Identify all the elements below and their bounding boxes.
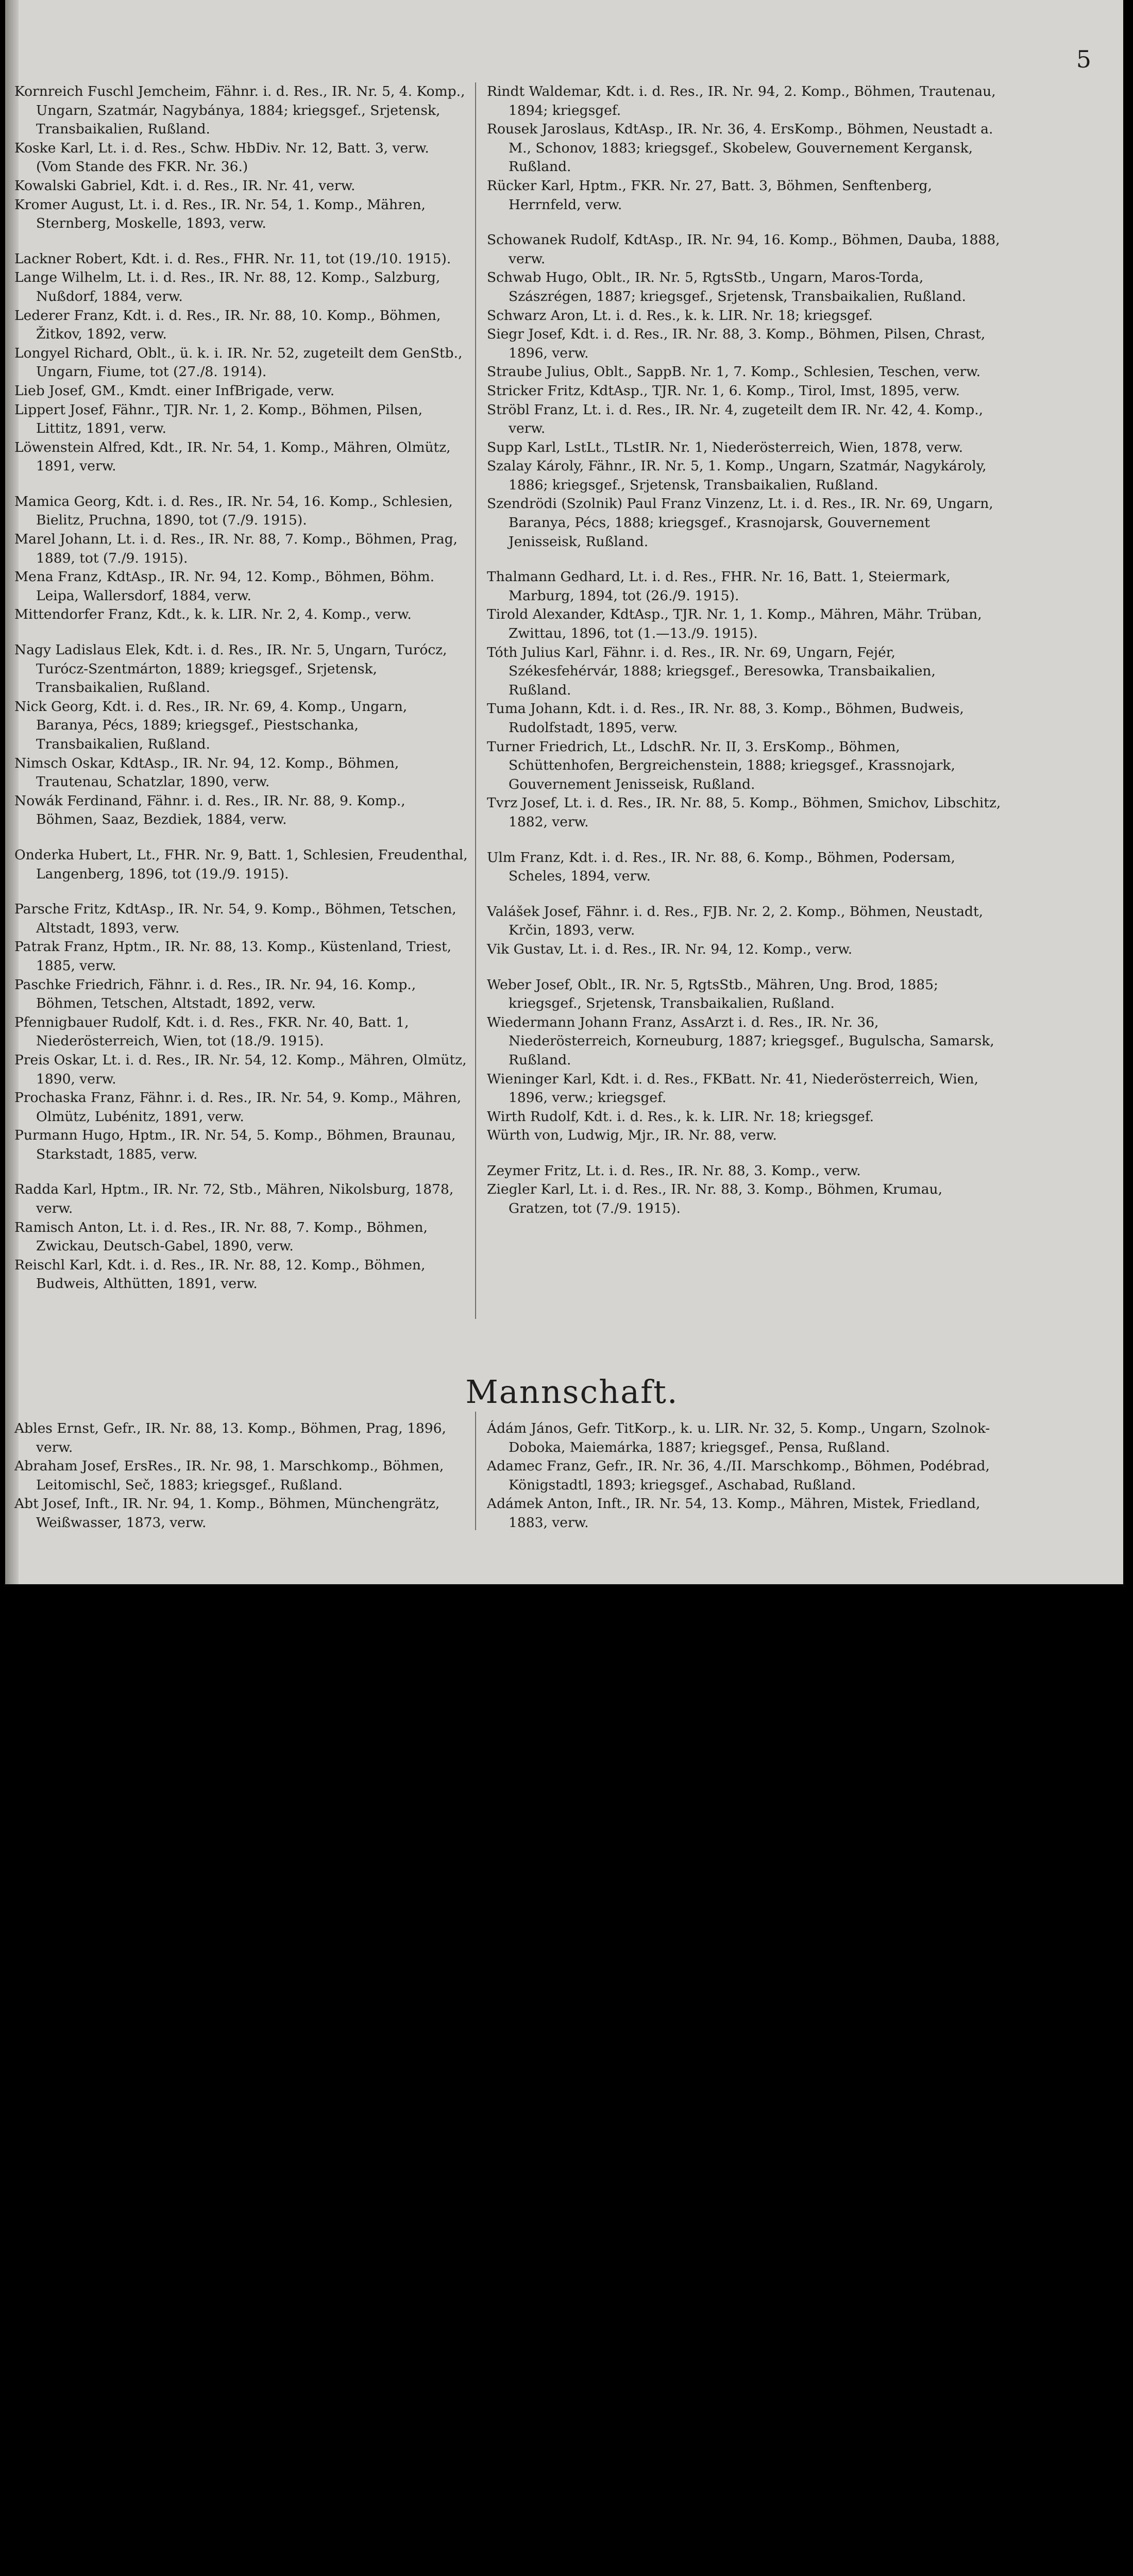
list-entry: Lackner Robert, Kdt. i. d. Res., FHR. Nr. 11, tot (19./10. 1915).: [14, 250, 451, 267]
right-column: [487, 82, 1002, 1218]
list-entry: Wiedermann Johann Franz, AssArzt i. d. Res., IR. Nr. 36, Niederösterreich, Korneuburg, 1887; kriegsgef., Bugulscha, Samarsk, Rußland.: [487, 1014, 994, 1068]
list-entry: Lange Wilhelm, Lt. i. d. Res., IR. Nr. 88, 12. Komp., Salzburg, Nußdorf, 1884, verw.: [14, 269, 441, 304]
scanned-page: [5, 0, 1123, 1584]
entry-gap: [487, 1145, 1002, 1162]
list-entry: Marel Johann, Lt. i. d. Res., IR. Nr. 88, 7. Komp., Böhmen, Prag, 1889, tot (7./9. 1915).: [14, 531, 458, 566]
list-entry: Rousek Jaroslaus, KdtAsp., IR. Nr. 36, 4. ErsKomp., Böhmen, Neustadt a. M., Schonov, 1883; kriegsgef., Skobelew, Gouvernement Kergansk, Rußland.: [487, 121, 993, 175]
entry-gap: [487, 551, 1002, 568]
list-entry: Löwenstein Alfred, Kdt., IR. Nr. 54, 1. Komp., Mähren, Olmütz, 1891, verw.: [14, 439, 451, 474]
list-entry: Mittendorfer Franz, Kdt., k. k. LIR. Nr. 2, 4. Komp., verw.: [14, 606, 412, 623]
list-entry: Szendrödi (Szolnik) Paul Franz Vinzenz, Lt. i. d. Res., IR. Nr. 69, Ungarn, Baranya, Pécs, 1888; kriegsgef., Krasnojarsk, Gouvernement Jenisseisk, Rußland.: [487, 496, 993, 550]
entry-gap: [14, 476, 468, 493]
entry-gap: [14, 1164, 468, 1180]
entry-gap: [14, 884, 468, 900]
left-column: [14, 82, 468, 1294]
list-entry: Lederer Franz, Kdt. i. d. Res., IR. Nr. 88, 10. Komp., Böhmen, Žitkov, 1892, verw.: [14, 307, 441, 343]
list-entry: Ulm Franz, Kdt. i. d. Res., IR. Nr. 88, 6. Komp., Böhmen, Podersam, Scheles, 1894, verw.: [487, 849, 955, 885]
list-entry: Lieb Josef, GM., Kmdt. einer InfBrigade, verw.: [14, 382, 335, 399]
list-entry: Schwab Hugo, Oblt., IR. Nr. 5, RgtsStb., Ungarn, Maros-Torda, Szászrégen, 1887; kriegsgef., Srjetensk, Transbaikalien, Rußland.: [487, 269, 966, 304]
list-entry: Ramisch Anton, Lt. i. d. Res., IR. Nr. 88, 7. Komp., Böhmen, Zwickau, Deutsch-Gabel, 1890, verw.: [14, 1219, 428, 1255]
entry-gap: [487, 832, 1002, 849]
list-entry: Ströbl Franz, Lt. i. d. Res., IR. Nr. 4, zugeteilt dem IR. Nr. 42, 4. Komp., verw.: [487, 401, 984, 437]
mannschaft-right-column: [487, 1419, 1002, 1533]
list-entry: Prochaska Franz, Fähnr. i. d. Res., IR. Nr. 54, 9. Komp., Mähren, Olmütz, Lubénitz, 1891, verw.: [14, 1090, 462, 1125]
list-entry: Siegr Josef, Kdt. i. d. Res., IR. Nr. 88, 3. Komp., Böhmen, Pilsen, Chrast, 1896, verw.: [487, 326, 986, 361]
list-entry: Nowák Ferdinand, Fähnr. i. d. Res., IR. Nr. 88, 9. Komp., Böhmen, Saaz, Bezdiek, 1884, verw.: [14, 792, 405, 828]
entry-gap: [487, 959, 1002, 976]
list-entry: Ádám János, Gefr. TitKorp., k. u. LIR. Nr. 32, 5. Komp., Ungarn, Szolnok-Doboka, Maiemárka, 1887; kriegsgef., Pensa, Rußland.: [487, 1420, 990, 1455]
list-entry: Wieninger Karl, Kdt. i. d. Res., FKBatt. Nr. 41, Niederösterreich, Wien, 1896, verw.; kriegsgef.: [487, 1071, 978, 1106]
list-entry: Rücker Karl, Hptm., FKR. Nr. 27, Batt. 3, Böhmen, Senftenberg, Herrnfeld, verw.: [487, 177, 932, 213]
list-entry: Vik Gustav, Lt. i. d. Res., IR. Nr. 94, 12. Komp., verw.: [487, 941, 853, 957]
entry-gap: [14, 624, 468, 641]
list-entry: Würth von, Ludwig, Mjr., IR. Nr. 88, verw.: [487, 1127, 777, 1144]
list-entry: Preis Oskar, Lt. i. d. Res., IR. Nr. 54, 12. Komp., Mähren, Olmütz, 1890, verw.: [14, 1052, 467, 1087]
list-entry: Turner Friedrich, Lt., LdschR. Nr. II, 3. ErsKomp., Böhmen, Schüttenhofen, Bergreichenstein, 1888; kriegsgef., Krassnojark, Gouvernement Jenisseisk, Rußland.: [487, 738, 955, 792]
list-entry: Supp Karl, LstLt., TLstIR. Nr. 1, Niederösterreich, Wien, 1878, verw.: [487, 439, 963, 455]
list-entry: Ziegler Karl, Lt. i. d. Res., IR. Nr. 88, 3. Komp., Böhmen, Krumau, Gratzen, tot (7./9. 1915).: [487, 1181, 943, 1217]
list-entry: Nagy Ladislaus Elek, Kdt. i. d. Res., IR. Nr. 5, Ungarn, Turócz, Turócz-Szentmárton, 1889; kriegsgef., Srjetensk, Transbaikalien, Rußland.: [14, 642, 447, 696]
list-entry: Adámek Anton, Inft., IR. Nr. 54, 13. Komp., Mähren, Mistek, Friedland, 1883, verw.: [487, 1496, 980, 1531]
list-entry: Valášek Josef, Fähnr. i. d. Res., FJB. Nr. 2, 2. Komp., Böhmen, Neustadt, Krčin, 1893, verw.: [487, 903, 984, 939]
list-entry: Kowalski Gabriel, Kdt. i. d. Res., IR. Nr. 41, verw.: [14, 177, 356, 194]
entry-gap: [487, 214, 1002, 231]
list-entry: Abraham Josef, ErsRes., IR. Nr. 98, 1. Marschkomp., Böhmen, Leitomischl, Seč, 1883; kriegsgef., Rußland.: [14, 1458, 444, 1493]
column-divider: [475, 1412, 476, 1530]
list-entry: Nimsch Oskar, KdtAsp., IR. Nr. 94, 12. Komp., Böhmen, Trautenau, Schatzlar, 1890, verw.: [14, 755, 399, 790]
list-entry: Wirth Rudolf, Kdt. i. d. Res., k. k. LIR. Nr. 18; kriegsgef.: [487, 1108, 874, 1125]
entry-gap: [14, 233, 468, 250]
list-entry: Koske Karl, Lt. i. d. Res., Schw. HbDiv. Nr. 12, Batt. 3, verw. (Vom Stande des FKR. Nr. 36.): [14, 140, 429, 175]
viewer-footer: [0, 1584, 1133, 1691]
list-entry: Mamica Georg, Kdt. i. d. Res., IR. Nr. 54, 16. Komp., Schlesien, Bielitz, Pruchna, 1890, tot (7./9. 1915).: [14, 493, 453, 529]
entry-gap: [14, 829, 468, 846]
list-entry: Stricker Fritz, KdtAsp., TJR. Nr. 1, 6. Komp., Tirol, Imst, 1895, verw.: [487, 382, 960, 399]
list-entry: Szalay Károly, Fähnr., IR. Nr. 5, 1. Komp., Ungarn, Szatmár, Nagykároly, 1886; kriegsgef., Srjetensk, Transbaikalien, Rußland.: [487, 458, 987, 493]
column-divider: [475, 82, 476, 1319]
list-entry: Schowanek Rudolf, KdtAsp., IR. Nr. 94, 16. Komp., Böhmen, Dauba, 1888, verw.: [487, 232, 1000, 267]
list-entry: Zeymer Fritz, Lt. i. d. Res., IR. Nr. 88, 3. Komp., verw.: [487, 1162, 861, 1179]
list-entry: Adamec Franz, Gefr., IR. Nr. 36, 4./II. Marschkomp., Böhmen, Podébrad, Königstadtl, 1893; kriegsgef., Aschabad, Rußland.: [487, 1458, 990, 1493]
list-entry: Straube Julius, Oblt., SappB. Nr. 1, 7. Komp., Schlesien, Teschen, verw.: [487, 364, 981, 380]
list-entry: Lippert Josef, Fähnr., TJR. Nr. 1, 2. Komp., Böhmen, Pilsen, Littitz, 1891, verw.: [14, 401, 423, 437]
list-entry: Kromer August, Lt. i. d. Res., IR. Nr. 54, 1. Komp., Mähren, Sternberg, Moskelle, 1893, verw.: [14, 196, 426, 232]
list-entry: Tóth Julius Karl, Fähnr. i. d. Res., IR. Nr. 69, Ungarn, Fejér, Székesfehérvár, 1888; kriegsgef., Beresowka, Transbaikalien, Rußland.: [487, 644, 936, 698]
list-entry: Tirold Alexander, KdtAsp., TJR. Nr. 1, 1. Komp., Mähren, Mähr. Trüban, Zwittau, 1896, tot (1.—13./9. 1915).: [487, 606, 982, 642]
list-entry: Reischl Karl, Kdt. i. d. Res., IR. Nr. 88, 12. Komp., Böhmen, Budweis, Althütten, 1891, verw.: [14, 1257, 426, 1292]
list-entry: Onderka Hubert, Lt., FHR. Nr. 9, Batt. 1, Schlesien, Freudenthal, Langenberg, 1896, tot (19./9. 1915).: [14, 846, 468, 882]
list-entry: Pfennigbauer Rudolf, Kdt. i. d. Res., FKR. Nr. 40, Batt. 1, Niederösterreich, Wien, tot (18./9. 1915).: [14, 1014, 409, 1049]
section-heading: Mannschaft.: [465, 1373, 679, 1411]
list-entry: Patrak Franz, Hptm., IR. Nr. 88, 13. Komp., Küstenland, Triest, 1885, verw.: [14, 939, 452, 974]
list-entry: Mena Franz, KdtAsp., IR. Nr. 94, 12. Komp., Böhmen, Böhm. Leipa, Wallersdorf, 1884, verw.: [14, 569, 435, 604]
list-entry: Nick Georg, Kdt. i. d. Res., IR. Nr. 69, 4. Komp., Ungarn, Baranya, Pécs, 1889; kriegsgef., Piestschanka, Transbaikalien, Rußland.: [14, 698, 408, 752]
list-entry: Radda Karl, Hptm., IR. Nr. 72, Stb., Mähren, Nikolsburg, 1878, verw.: [14, 1181, 454, 1217]
list-entry: Thalmann Gedhard, Lt. i. d. Res., FHR. Nr. 16, Batt. 1, Steiermark, Marburg, 1894, tot (26./9. 1915).: [487, 569, 951, 604]
list-entry: Tvrz Josef, Lt. i. d. Res., IR. Nr. 88, 5. Komp., Böhmen, Smichov, Libschitz, 1882, verw.: [487, 795, 1001, 830]
list-entry: Weber Josef, Oblt., IR. Nr. 5, RgtsStb., Mähren, Ung. Brod, 1885; kriegsgef., Srjetensk, Transbaikalien, Rußland.: [487, 976, 938, 1012]
list-entry: Abt Josef, Inft., IR. Nr. 94, 1. Komp., Böhmen, Münchengrätz, Weißwasser, 1873, verw.: [14, 1496, 440, 1531]
entry-gap: [487, 886, 1002, 903]
mannschaft-left-column: [14, 1419, 468, 1533]
list-entry: Kornreich Fuschl Jemcheim, Fähnr. i. d. Res., IR. Nr. 5, 4. Komp., Ungarn, Szatmár, Nagybánya, 1884; kriegsgef., Srjetensk, Transbaikalien, Rußland.: [14, 83, 465, 138]
list-entry: Longyel Richard, Oblt., ü. k. i. IR. Nr. 52, zugeteilt dem GenStb., Ungarn, Fiume, tot (27./8. 1914).: [14, 345, 463, 380]
list-entry: Tuma Johann, Kdt. i. d. Res., IR. Nr. 88, 3. Komp., Böhmen, Budweis, Rudolfstadt, 1895, verw.: [487, 701, 964, 736]
list-entry: Ables Ernst, Gefr., IR. Nr. 88, 13. Komp., Böhmen, Prag, 1896, verw.: [14, 1420, 446, 1455]
list-entry: Paschke Friedrich, Fähnr. i. d. Res., IR. Nr. 94, 16. Komp., Böhmen, Tetschen, Altstadt, 1892, verw.: [14, 976, 416, 1012]
list-entry: Rindt Waldemar, Kdt. i. d. Res., IR. Nr. 94, 2. Komp., Böhmen, Trautenau, 1894; kriegsgef.: [487, 83, 996, 118]
list-entry: Parsche Fritz, KdtAsp., IR. Nr. 54, 9. Komp., Böhmen, Tetschen, Altstadt, 1893, verw.: [14, 901, 456, 936]
list-entry: Purmann Hugo, Hptm., IR. Nr. 54, 5. Komp., Böhmen, Braunau, Starkstadt, 1885, verw.: [14, 1127, 456, 1162]
page-number: 5: [1076, 45, 1091, 73]
list-entry: Schwarz Aron, Lt. i. d. Res., k. k. LIR. Nr. 18; kriegsgef.: [487, 307, 873, 324]
